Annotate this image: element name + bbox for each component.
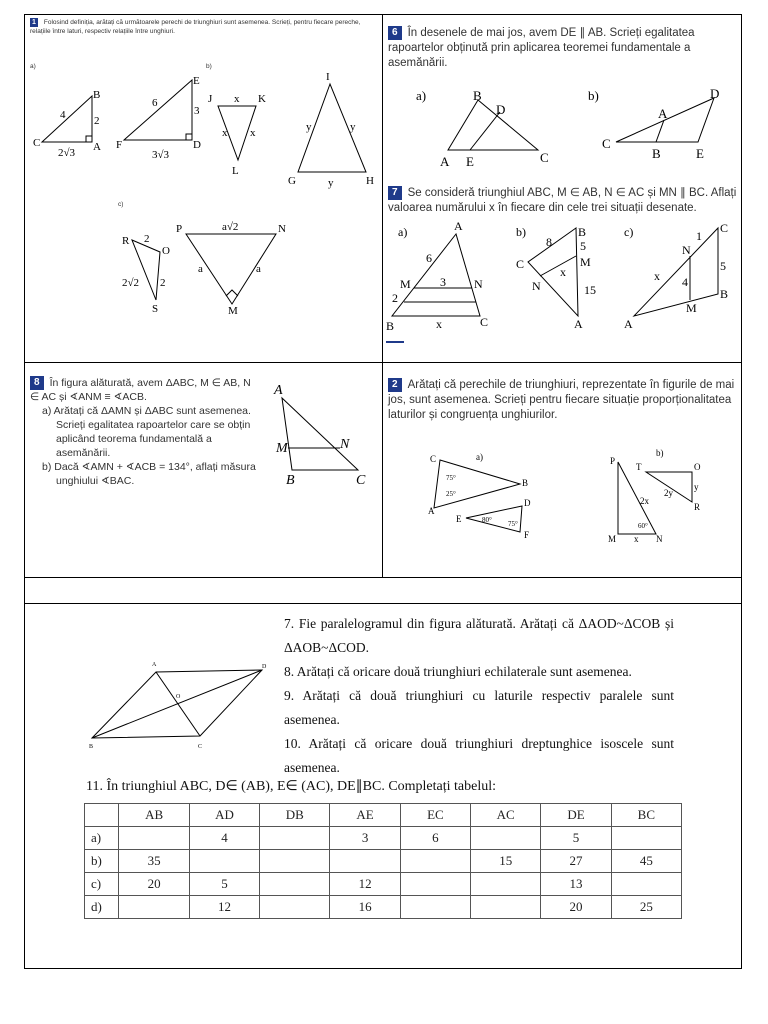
table-cell[interactable]: 12 — [330, 873, 400, 896]
svg-text:15: 15 — [584, 283, 596, 297]
svg-text:R: R — [122, 235, 130, 247]
svg-text:80°: 80° — [482, 516, 492, 524]
table-cell[interactable]: 45 — [611, 850, 681, 873]
svg-text:I: I — [326, 71, 330, 83]
svg-text:F: F — [116, 139, 123, 151]
svg-text:B: B — [386, 319, 395, 333]
question-8: 8. Arătați că oricare două triunghiuri echilaterale sunt asemenea. — [284, 664, 632, 679]
svg-text:A: A — [93, 141, 101, 153]
svg-text:2y: 2y — [664, 488, 673, 498]
svg-text:3: 3 — [194, 105, 200, 117]
svg-text:L: L — [232, 165, 239, 177]
table-cell[interactable] — [471, 827, 541, 850]
table-cell[interactable] — [260, 873, 330, 896]
svg-text:A: A — [152, 662, 157, 668]
svg-text:2: 2 — [160, 277, 166, 289]
svg-text:E: E — [193, 75, 200, 87]
table-cell[interactable]: 35 — [119, 850, 189, 873]
table-cell[interactable] — [400, 873, 470, 896]
table-header-cell: AD — [189, 804, 259, 827]
svg-text:75°: 75° — [446, 474, 456, 482]
bottom-questions — [284, 612, 674, 780]
exercise-6-badge: 6 — [388, 26, 402, 40]
svg-text:y: y — [694, 482, 699, 492]
ex7-label-b: b) — [516, 225, 526, 239]
question-7: 7. Fie paralelogramul din figura alăturată. Arătați că ΔAOD~ΔCOB și ΔAOB~ΔCOD. — [284, 616, 674, 655]
svg-text:E: E — [696, 146, 704, 161]
svg-text:a√2: a√2 — [222, 221, 239, 233]
svg-text:A: A — [658, 106, 668, 121]
svg-text:M: M — [686, 301, 697, 315]
table-header-row — [85, 804, 682, 827]
svg-text:8: 8 — [546, 235, 552, 249]
svg-text:x: x — [222, 127, 228, 139]
svg-text:2√3: 2√3 — [58, 147, 76, 159]
svg-text:x: x — [250, 127, 256, 139]
svg-text:2: 2 — [94, 115, 100, 127]
table-cell[interactable]: 15 — [471, 850, 541, 873]
table-header-cell: DE — [541, 804, 611, 827]
table-cell[interactable]: 5 — [189, 873, 259, 896]
exercise-1-badge: 1 — [32, 19, 36, 26]
table-cell[interactable] — [471, 896, 541, 919]
ex7-label-c: c) — [624, 225, 634, 239]
svg-text:B: B — [473, 88, 482, 103]
svg-text:D: D — [262, 664, 267, 670]
ex1-label-a: a) — [30, 63, 36, 70]
table-row-label: b) — [85, 850, 119, 873]
ex2-label-b: b) — [656, 448, 664, 458]
svg-text:C: C — [540, 150, 549, 165]
svg-text:A: A — [454, 219, 463, 233]
svg-text:G: G — [288, 175, 296, 187]
ex7-label-a: a) — [398, 225, 408, 239]
question-10: 10. Arătați că oricare două triunghiuri dreptunghice isoscele sunt asemenea. — [284, 736, 674, 775]
svg-text:O: O — [162, 245, 170, 257]
table-cell[interactable]: 20 — [541, 896, 611, 919]
svg-text:2: 2 — [144, 233, 150, 245]
svg-text:x: x — [560, 265, 566, 279]
svg-text:E: E — [466, 154, 474, 169]
svg-text:x: x — [654, 269, 660, 283]
table-cell[interactable] — [260, 827, 330, 850]
table-cell[interactable]: 25 — [611, 896, 681, 919]
svg-text:N: N — [340, 437, 350, 452]
table-cell[interactable] — [119, 896, 189, 919]
svg-text:N: N — [682, 243, 691, 257]
exercise-8-a: a) Arătați că ΔAMN și ΔABC sunt asemenea. Scrieți egalitatea rapoartelor care se obțin aplicând teorema fundamentală a asemănării. — [42, 405, 251, 459]
svg-text:N: N — [474, 277, 483, 291]
svg-text:F: F — [524, 530, 530, 540]
table-cell[interactable] — [611, 827, 681, 850]
svg-text:M: M — [228, 305, 238, 317]
completion-table — [84, 803, 682, 919]
svg-text:O: O — [694, 462, 701, 472]
table-cell[interactable] — [119, 827, 189, 850]
exercise-1-text: Folosind definiția, arătați că următoarele perechi de triunghiuri sunt asemenea. Scrieți, pentru fiecare pereche, relațiile între laturi, respectiv relațiile între unghiuri. — [30, 19, 361, 35]
exercise-7-badge: 7 — [388, 186, 402, 200]
table-row-label: d) — [85, 896, 119, 919]
svg-text:a: a — [256, 263, 261, 275]
svg-text:60°: 60° — [638, 522, 648, 530]
table-header-cell: AC — [471, 804, 541, 827]
svg-text:C: C — [602, 136, 611, 151]
svg-text:x: x — [436, 317, 442, 331]
table-row — [85, 896, 682, 919]
exercise-2-badge: 2 — [388, 378, 402, 392]
svg-text:B: B — [522, 478, 529, 488]
table-cell[interactable]: 12 — [189, 896, 259, 919]
svg-text:S: S — [152, 303, 159, 315]
table-header-cell — [85, 804, 119, 827]
question-9: 9. Arătați că două triunghiuri cu laturile respectiv paralele sunt asemenea. — [284, 688, 674, 727]
table-row — [85, 873, 682, 896]
ex6-label-a: a) — [416, 88, 427, 103]
table-cell[interactable]: 27 — [541, 850, 611, 873]
svg-text:D: D — [193, 139, 201, 151]
svg-text:C: C — [33, 137, 41, 149]
table-cell[interactable] — [260, 850, 330, 873]
table-cell[interactable] — [400, 896, 470, 919]
table-header-cell: EC — [400, 804, 470, 827]
svg-text:25°: 25° — [446, 490, 456, 498]
svg-text:2: 2 — [392, 291, 398, 305]
svg-text:2x: 2x — [640, 496, 649, 506]
svg-text:1: 1 — [696, 229, 702, 243]
table-row — [85, 827, 682, 850]
svg-text:2√2: 2√2 — [122, 277, 140, 289]
svg-text:D: D — [524, 498, 531, 508]
svg-text:A: A — [428, 506, 435, 516]
table-cell[interactable]: 6 — [400, 827, 470, 850]
table-cell[interactable]: 3 — [330, 827, 400, 850]
svg-text:N: N — [532, 279, 541, 293]
svg-text:A: A — [440, 154, 450, 169]
svg-text:R: R — [694, 502, 701, 512]
svg-text:D: D — [496, 102, 506, 117]
table-row-label: a) — [85, 827, 119, 850]
svg-text:E: E — [456, 514, 462, 524]
exercise-8-badge: 8 — [30, 376, 44, 390]
exercise-7-text: Se consideră triunghiul ABC, M ∈ AB, N ∈ AC și MN ∥ BC. Aflați valoarea numărului x în fiecare din cele trei situații desenate. — [388, 187, 737, 214]
table-cell[interactable]: 13 — [541, 873, 611, 896]
svg-text:5: 5 — [720, 259, 726, 273]
svg-text:P: P — [176, 223, 183, 235]
svg-text:C: C — [430, 454, 437, 464]
table-cell[interactable]: 16 — [330, 896, 400, 919]
svg-text:C: C — [720, 221, 729, 235]
svg-text:x: x — [234, 93, 240, 105]
svg-text:3: 3 — [440, 275, 446, 289]
svg-text:C: C — [480, 315, 489, 329]
svg-text:6: 6 — [152, 97, 158, 109]
table-cell[interactable] — [189, 850, 259, 873]
svg-text:y: y — [328, 177, 334, 189]
exercise-6-text: În desenele de mai jos, avem DE ∥ AB. Scrieți egalitatea rapoartelor obținută prin aplicarea teoremei fundamentale a asemănării. — [388, 27, 695, 69]
table-cell[interactable] — [471, 873, 541, 896]
table-header-cell: BC — [611, 804, 681, 827]
table-cell[interactable] — [260, 896, 330, 919]
svg-text:B: B — [89, 744, 94, 750]
svg-text:4: 4 — [60, 109, 66, 121]
ex1-label-b: b) — [206, 63, 212, 70]
ex6-label-b: b) — [588, 88, 599, 103]
svg-text:M: M — [276, 441, 288, 456]
table-cell[interactable] — [611, 873, 681, 896]
svg-text:J: J — [208, 93, 213, 105]
svg-text:M: M — [400, 277, 411, 291]
svg-text:T: T — [636, 462, 642, 472]
table-cell[interactable] — [330, 850, 400, 873]
svg-text:C: C — [198, 744, 203, 750]
svg-text:B: B — [652, 146, 661, 161]
table-header-cell: AE — [330, 804, 400, 827]
svg-text:y: y — [306, 121, 312, 133]
table-cell[interactable]: 5 — [541, 827, 611, 850]
question-11: 11. În triunghiul ABC, D∈ (AB), E∈ (AC), DE∥BC. Completați tabelul: — [86, 779, 497, 794]
exercise-2-text: Arătați că perechile de triunghiuri, reprezentate în figurile de mai jos, sunt asemenea. Scrieți pentru fiecare situație proporționalitatea laturilor și congruența unghiurilor. — [388, 379, 735, 421]
table-cell[interactable]: 20 — [119, 873, 189, 896]
svg-text:A: A — [574, 317, 583, 331]
svg-text:y: y — [350, 121, 356, 133]
svg-text:A: A — [274, 383, 283, 398]
svg-text:3√3: 3√3 — [152, 149, 170, 161]
svg-text:x: x — [634, 534, 639, 544]
svg-text:O: O — [176, 694, 181, 700]
exercise-8-intro: În figura alăturată, avem ΔABC, M ∈ AB, N ∈ AC și ∢ANM ≡ ∢ACB. — [30, 377, 251, 403]
svg-text:a: a — [198, 263, 203, 275]
svg-text:P: P — [610, 456, 616, 466]
svg-text:D: D — [710, 86, 720, 101]
svg-text:M: M — [608, 534, 617, 544]
svg-text:5: 5 — [580, 239, 586, 253]
table-header-cell: AB — [119, 804, 189, 827]
table-cell[interactable] — [400, 850, 470, 873]
svg-text:N: N — [656, 534, 663, 544]
svg-text:C: C — [516, 257, 525, 271]
svg-text:B: B — [720, 287, 729, 301]
table-header-cell: DB — [260, 804, 330, 827]
svg-text:75°: 75° — [508, 520, 518, 528]
svg-text:B: B — [578, 225, 587, 239]
svg-text:N: N — [278, 223, 286, 235]
svg-text:K: K — [258, 93, 266, 105]
svg-text:A: A — [624, 317, 633, 331]
svg-text:C: C — [356, 473, 366, 488]
table-row — [85, 850, 682, 873]
svg-text:4: 4 — [682, 275, 688, 289]
svg-text:6: 6 — [426, 251, 432, 265]
exercise-8-b: b) Dacă ∢AMN + ∢ACB = 134°, aflați măsura unghiului ∢BAC. — [42, 461, 256, 487]
svg-text:H: H — [366, 175, 374, 187]
svg-text:B: B — [93, 89, 101, 101]
ex2-label-a: a) — [476, 452, 483, 462]
svg-text:M: M — [580, 255, 591, 269]
table-row-label: c) — [85, 873, 119, 896]
svg-text:B: B — [286, 473, 295, 488]
ex1-label-c: c) — [118, 201, 124, 208]
table-cell[interactable]: 4 — [189, 827, 259, 850]
